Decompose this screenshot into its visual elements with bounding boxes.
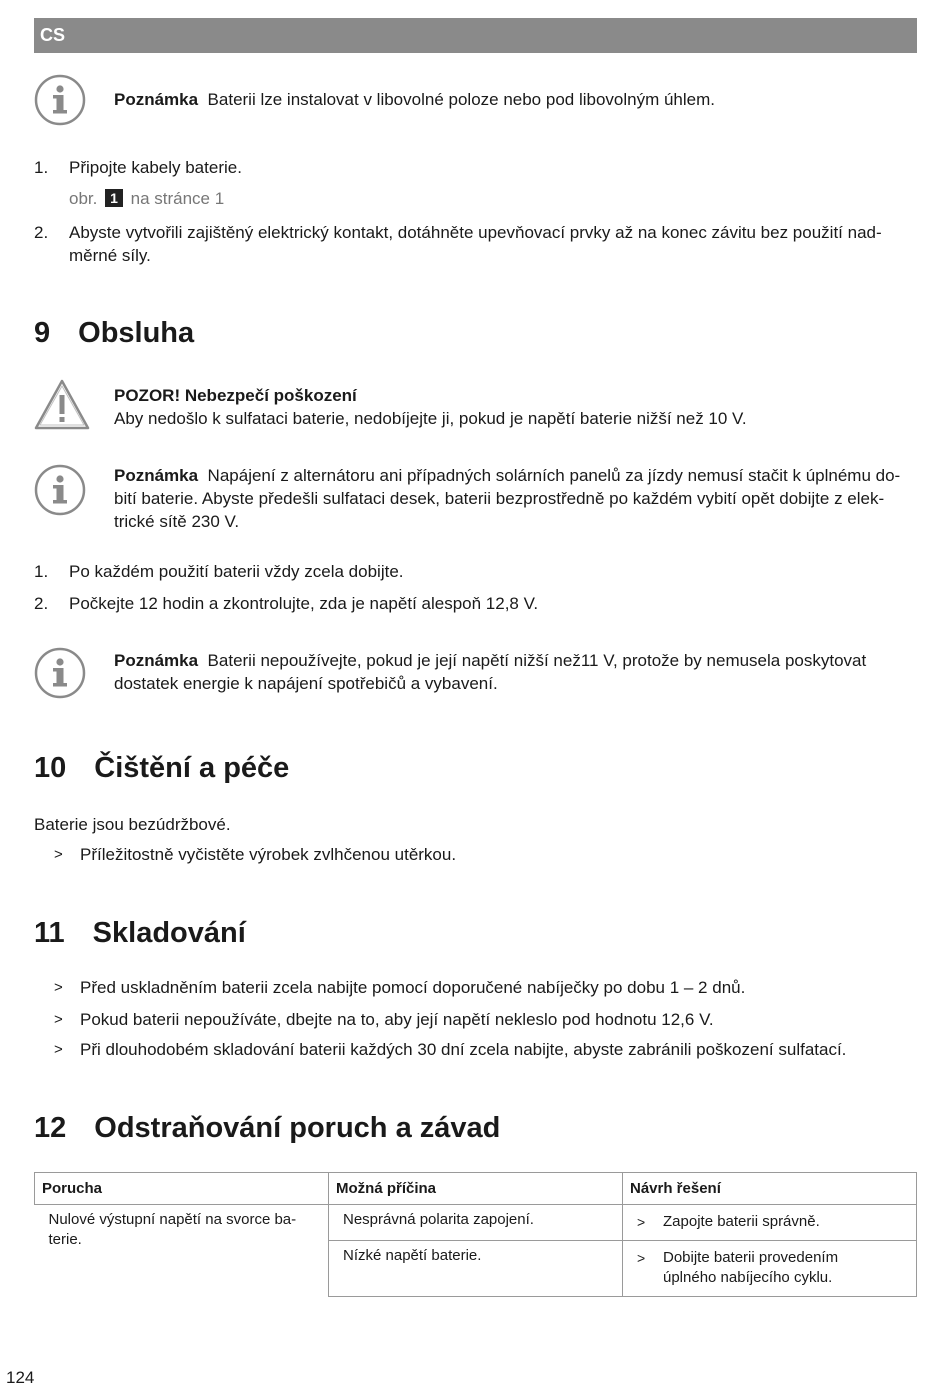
section-title: Obsluha <box>78 317 195 349</box>
section-title: Odstraňování poruch a závad <box>94 1112 501 1144</box>
column-header: Možná příčina <box>329 1173 623 1205</box>
note-label: Poznámka <box>114 651 199 670</box>
solution-text-line: úplného nabíjecího cyklu. <box>663 1269 833 1286</box>
info-icon <box>34 74 86 131</box>
section-heading <box>34 751 289 785</box>
warning-icon <box>33 378 91 437</box>
step-text: Počkejte 12 hodin a zkontrolujte, zda je napětí alespoň 12,8 V. <box>69 594 539 613</box>
figure-number-badge: 1 <box>105 189 123 207</box>
figure-ref-prefix: obr. <box>69 189 98 208</box>
warning-label: POZOR! Nebezpečí poškození <box>114 386 357 405</box>
solution-cell <box>623 1241 917 1297</box>
note-installation <box>114 88 715 111</box>
solution-text-line: Dobijte baterii provedením <box>663 1249 839 1266</box>
warning-block <box>114 384 747 430</box>
fault-cell <box>35 1205 329 1297</box>
step-number: 1. <box>34 158 49 177</box>
section-number: 9 <box>34 317 51 349</box>
step-text-line: měrné síly. <box>69 246 151 265</box>
solution-cell <box>623 1205 917 1241</box>
section-heading <box>34 1111 500 1145</box>
solution-text: Zapojte baterii správně. <box>663 1213 820 1230</box>
step-text: Připojte kabely baterie. <box>69 158 242 177</box>
bullet-marker: > <box>54 846 63 863</box>
troubleshooting-table <box>34 1172 917 1297</box>
info-icon <box>34 647 86 704</box>
note-label: Poznámka <box>114 466 199 485</box>
step-text-line: Abyste vytvořili zajištěný elektrický kontakt, dotáhněte upevňovací prvky až na konec závitu bez použití nad- <box>69 223 882 242</box>
section-heading <box>34 316 194 350</box>
section-number: 12 <box>34 1112 67 1144</box>
page-number: 124 <box>6 1368 35 1387</box>
info-icon <box>34 464 86 521</box>
step-item <box>34 221 904 267</box>
cause-cell: Nesprávná polarita zapojení. <box>329 1205 623 1241</box>
note-low-voltage <box>114 649 866 695</box>
note-text-line: Baterii nepoužívejte, pokud je její napětí nižší než11 V, protože by nemusela poskytovat <box>207 651 867 670</box>
note-text-line: Napájení z alternátoru ani případných solárních panelů za jízdy nemusí stačit k úplnému do- <box>207 466 901 485</box>
fault-text-line: terie. <box>48 1231 82 1248</box>
warning-text: Aby nedošlo k sulfataci baterie, nedobíjejte ji, pokud je napětí baterie nižší než 10 V. <box>114 409 747 428</box>
bullet-text: Při dlouhodobém skladování baterii každých 30 dní zcela nabijte, abyste zabránili poškození sulfatací. <box>80 1040 847 1059</box>
bullet-marker: > <box>637 1250 646 1266</box>
step-text: Po každém použití baterii vždy zcela dobijte. <box>69 562 404 581</box>
language-code: CS <box>40 25 66 45</box>
step-number: 2. <box>34 223 49 242</box>
step-number: 2. <box>34 594 49 613</box>
language-header-bar <box>34 18 917 53</box>
note-label: Poznámka <box>114 90 199 109</box>
step-item <box>34 592 894 615</box>
column-header: Návrh řešení <box>623 1173 917 1205</box>
section-number: 11 <box>34 917 65 949</box>
note-text-line: trické sítě 230 V. <box>114 512 240 531</box>
table-row <box>35 1205 917 1241</box>
bullet-marker: > <box>637 1214 646 1230</box>
section-title: Čištění a péče <box>94 752 290 784</box>
bullet-marker: > <box>54 1041 63 1058</box>
step-item <box>34 156 894 179</box>
step-number: 1. <box>34 562 49 581</box>
bullet-text: Příležitostně vyčistěte výrobek zvlhčenou utěrkou. <box>80 845 457 864</box>
bullet-marker: > <box>54 1011 63 1028</box>
note-text-line: dostatek energie k napájení spotřebičů a vybavení. <box>114 674 498 693</box>
section-heading <box>34 916 246 950</box>
bullet-marker: > <box>54 979 63 996</box>
figure-ref-suffix: na stránce 1 <box>130 189 225 208</box>
bullet-text: Před uskladněním baterii zcela nabijte pomocí doporučené nabíječky po dobu 1 – 2 dnů. <box>80 978 746 997</box>
cause-cell: Nízké napětí baterie. <box>329 1241 623 1297</box>
section-number: 10 <box>34 752 67 784</box>
column-header: Porucha <box>35 1173 329 1205</box>
step-item <box>34 560 894 583</box>
note-text: Baterii lze instalovat v libovolné poloze nebo pod libovolným úhlem. <box>207 90 716 109</box>
section-intro: Baterie jsou bezúdržbové. <box>34 815 231 834</box>
table-header-row <box>35 1173 917 1205</box>
fault-text-line: Nulové výstupní napětí na svorce ba- <box>48 1211 297 1228</box>
section-title: Skladování <box>92 917 246 949</box>
note-text-line: bití baterie. Abyste předešli sulfataci desek, baterii bezprostředně po každém vybití opět dobijte z elek- <box>114 489 885 508</box>
figure-reference <box>69 189 224 209</box>
bullet-text: Pokud baterii nepoužíváte, dbejte na to, aby její napětí nekleslo pod hodnotu 12,6 V. <box>80 1010 714 1029</box>
note-charging <box>114 464 914 533</box>
